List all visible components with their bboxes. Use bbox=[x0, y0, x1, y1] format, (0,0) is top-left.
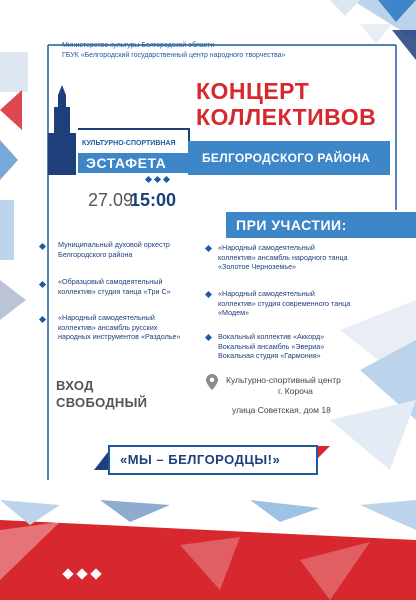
free-entry-line: ВХОД bbox=[56, 378, 94, 393]
participant-line: «Народный самодеятельный bbox=[58, 313, 155, 322]
participant-line: «Золотое Черноземье» bbox=[218, 262, 297, 271]
participant-item bbox=[58, 240, 170, 259]
participant-line: «Модем» bbox=[218, 308, 250, 317]
slogan-box bbox=[108, 445, 318, 475]
ministry-name: Министерство культуры Белгородской области bbox=[62, 42, 215, 49]
logo-caption: КУЛЬТУРНО-СПОРТИВНАЯ bbox=[82, 140, 176, 147]
free-entry bbox=[56, 377, 147, 411]
title-line-1: КОНЦЕРТ bbox=[196, 78, 310, 104]
participant-line: «Народный самодеятельный bbox=[218, 243, 315, 252]
participant-line: Белгородского района bbox=[58, 249, 133, 259]
venue-name: Культурно-спортивный центр bbox=[226, 375, 341, 385]
participant-item bbox=[218, 332, 324, 361]
subtitle: БЕЛГОРОДСКОГО РАЙОНА bbox=[202, 151, 371, 165]
logo-name: ЭСТАФЕТА bbox=[86, 155, 167, 171]
venue-city: г. Короча bbox=[278, 386, 313, 396]
participant-line: Вокальная студия «Гармония» bbox=[218, 351, 321, 360]
location-pin-icon bbox=[206, 374, 218, 390]
title-line-2: КОЛЛЕКТИВОВ bbox=[196, 104, 377, 130]
participant-line: «Народный самодеятельный bbox=[218, 289, 315, 298]
slogan: «МЫ – БЕЛГОРОДЦЫ!» bbox=[120, 452, 281, 467]
participant-item bbox=[218, 289, 350, 318]
participant-line: «Образцовый самодеятельный bbox=[58, 277, 163, 286]
event-time: 15:00 bbox=[130, 190, 177, 210]
participant-line: коллектив» ансамбль русских bbox=[58, 322, 158, 332]
participant-line: народных инструментов «Раздолье» bbox=[58, 332, 181, 341]
participant-line: коллектив» ансамбль народного танца bbox=[218, 252, 348, 262]
participant-item bbox=[58, 277, 171, 296]
venue bbox=[226, 375, 341, 397]
subtitle-banner bbox=[188, 141, 390, 175]
participant-line: Муниципальный духовой оркестр bbox=[58, 240, 170, 249]
participant-item bbox=[218, 243, 348, 272]
free-entry-line: СВОБОДНЫЙ bbox=[56, 395, 148, 410]
event-date: 27.09 bbox=[88, 190, 134, 210]
venue-street: улица Советская, дом 18 bbox=[232, 405, 331, 415]
participant-line: коллектив» студия современного танца bbox=[218, 298, 351, 308]
participant-line: Вокальный ансамбль «Эвериа» bbox=[218, 341, 325, 351]
participant-line: коллектив» студия танца «Три С» bbox=[58, 286, 171, 296]
logo-name-box bbox=[78, 153, 190, 173]
participants-heading-box bbox=[226, 212, 416, 238]
participant-item bbox=[58, 313, 181, 342]
participants-heading: ПРИ УЧАСТИИ: bbox=[236, 217, 347, 233]
center-name: ГБУК «Белгородский государственный центр народного творчества» bbox=[62, 52, 286, 59]
participant-line: Вокальный коллектив «Аккорд» bbox=[218, 332, 325, 341]
